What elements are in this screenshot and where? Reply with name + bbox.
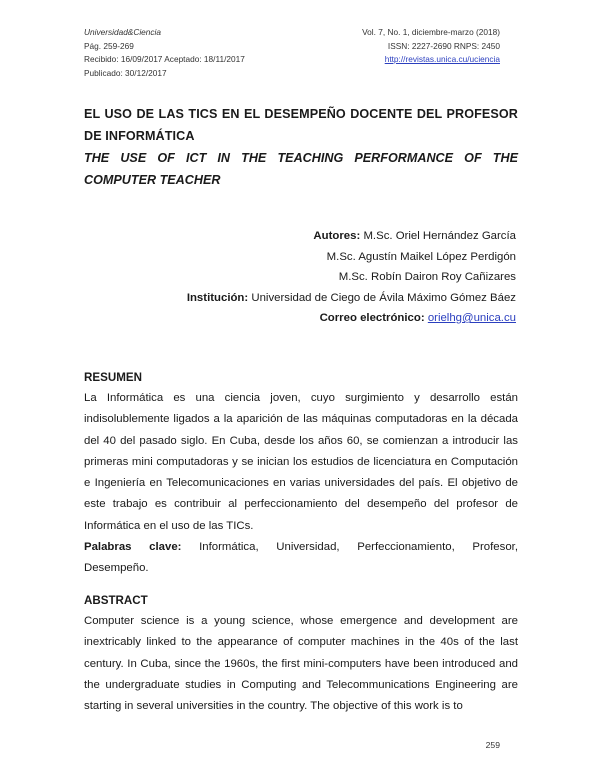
running-header-left: [84, 26, 245, 80]
published-date: Publicado: 30/12/2017: [84, 67, 167, 78]
author-block: [187, 226, 516, 329]
email-line: [187, 308, 516, 329]
email-link[interactable]: orielhg@unica.cu: [427, 312, 516, 324]
keywords-line: [84, 537, 518, 558]
abstract-text: Computer science is a young science, whose emergence and development are inextricably linked to the appearance of computer machines in the 40s of the last century. In Cuba, since the 1960s, the first mini-computers have been introduced and the undergraduate studies in Computing and Telecommunications Engineering are starting in several universities in the country. The objective of this work is to: [84, 615, 518, 713]
keywords-continuation: Desempeño.: [84, 562, 149, 575]
author-line-1: [187, 226, 516, 247]
institution-line: [187, 288, 516, 309]
title-block: [84, 103, 518, 191]
author-name-1: M.Sc. Oriel Hernández García: [363, 230, 516, 242]
volume-info: Vol. 7, No. 1, diciembre-marzo (2018): [362, 27, 500, 37]
resumen-section: [84, 367, 518, 580]
abstract-heading: ABSTRACT: [84, 594, 148, 607]
email-label: Correo electrónico:: [319, 312, 425, 324]
keywords-label: Palabras clave:: [84, 541, 182, 554]
resumen-text: La Informática es una ciencia joven, cuyo surgimiento y desarrollo están indisolublemente ligados a la aparición de las máquinas computadoras en la década del 40 del pasado siglo. En Cuba, desde los años 60, se comienzan a introducir las primeras mini computadoras y se inician los estudios de licenciatura en Computación e Ingeniería en Telecomunicaciones en varias universidades del país. El objetivo de este trabajo es contribuir al perfeccionamiento del desempeño del profesor de Informática en el uso de las TICs.: [84, 392, 518, 532]
authors-label: Autores:: [313, 230, 361, 242]
title-english: THE USE OF ICT IN THE TEACHING PERFORMANCE OF THE COMPUTER TEACHER: [84, 151, 518, 187]
title-spanish: EL USO DE LAS TICS EN EL DESEMPEÑO DOCENTE DEL PROFESOR DE INFORMÁTICA: [84, 107, 518, 143]
received-accepted-dates: Recibido: 16/09/2017 Aceptado: 18/11/2017: [84, 54, 245, 64]
author-name-2: M.Sc. Agustín Maikel López Perdigón: [326, 250, 516, 263]
page-number: 259: [485, 740, 500, 750]
institution-label: Institución:: [186, 291, 249, 304]
issn-info: ISSN: 2227-2690 RNPS: 2450: [387, 40, 500, 51]
journal-name: Universidad&Ciencia: [84, 27, 162, 37]
abstract-section: [84, 590, 518, 717]
author-name-3: M.Sc. Robín Dairon Roy Cañizares: [338, 271, 516, 283]
resumen-heading: RESUMEN: [84, 371, 142, 384]
journal-url-link[interactable]: http://revistas.unica.cu/uciencia: [384, 54, 500, 64]
institution-name: Universidad de Ciego de Ávila Máximo Gómez Báez: [251, 291, 516, 304]
running-header-right: [362, 26, 500, 67]
page-range: Pág. 259-269: [84, 40, 134, 51]
keywords-values: Informática, Universidad, Perfeccionamiento, Profesor,: [199, 541, 518, 554]
